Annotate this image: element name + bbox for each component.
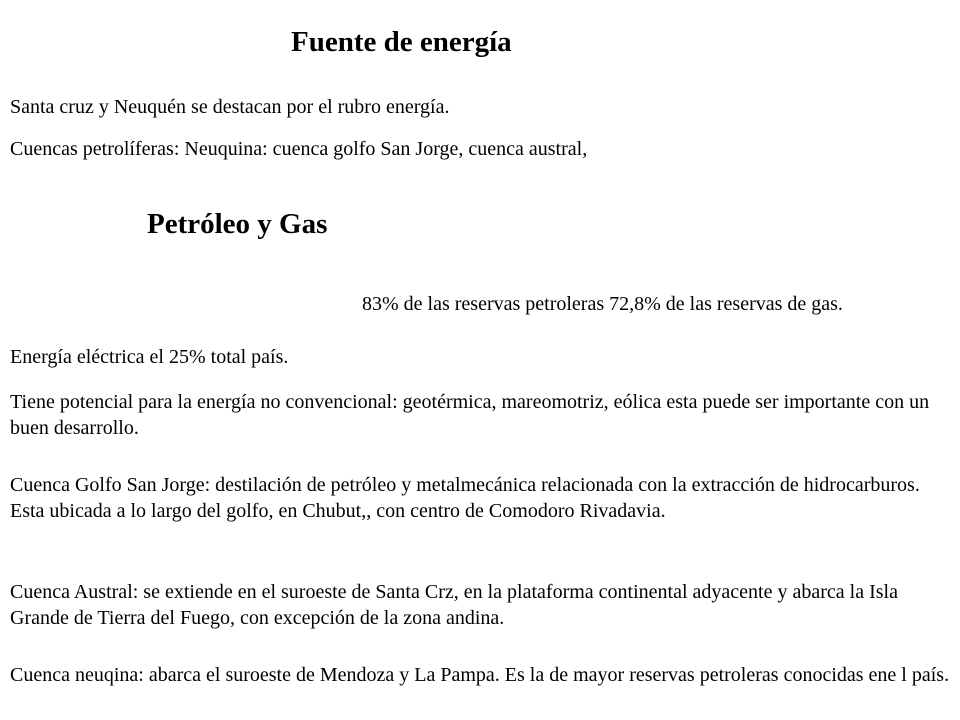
page-title: Fuente de energía (291, 26, 512, 58)
intro-line-basins: Cuencas petrolíferas: Neuquina: cuenca golfo San Jorge, cuenca austral, (10, 138, 588, 160)
intro-line-energy: Santa cruz y Neuquén se destacan por el rubro energía. (10, 96, 450, 118)
paragraph-golfo-san-jorge: Cuenca Golfo San Jorge: destilación de petróleo y metalmecánica relacionada con la extracción de hidrocarburos. Esta ubicada a lo largo del golfo, en Chubut,, con centro de Comodoro Rivadavia. (10, 474, 920, 522)
paragraph-cuenca-austral: Cuenca Austral: se extiende en el suroeste de Santa Crz, en la plataforma continental adyacente y abarca la Isla Grande de Tierra del Fuego, con excepción de la zona andina. (10, 581, 898, 629)
paragraph-cuenca-neuquina: Cuenca neuqina: abarca el suroeste de Mendoza y La Pampa. Es la de mayor reservas petroleras conocidas ene l país. (10, 664, 950, 686)
paragraph-electric-energy: Energía eléctrica el 25% total país. (10, 346, 289, 368)
paragraph-unconventional-energy: Tiene potencial para la energía no convencional: geotérmica, mareomotriz, eólica esta puede ser importante con un buen desarrollo. (10, 391, 930, 439)
section-title-oil-gas: Petróleo y Gas (147, 208, 328, 240)
reserves-statement: 83% de las reservas petroleras 72,8% de las reservas de gas. (362, 293, 843, 315)
